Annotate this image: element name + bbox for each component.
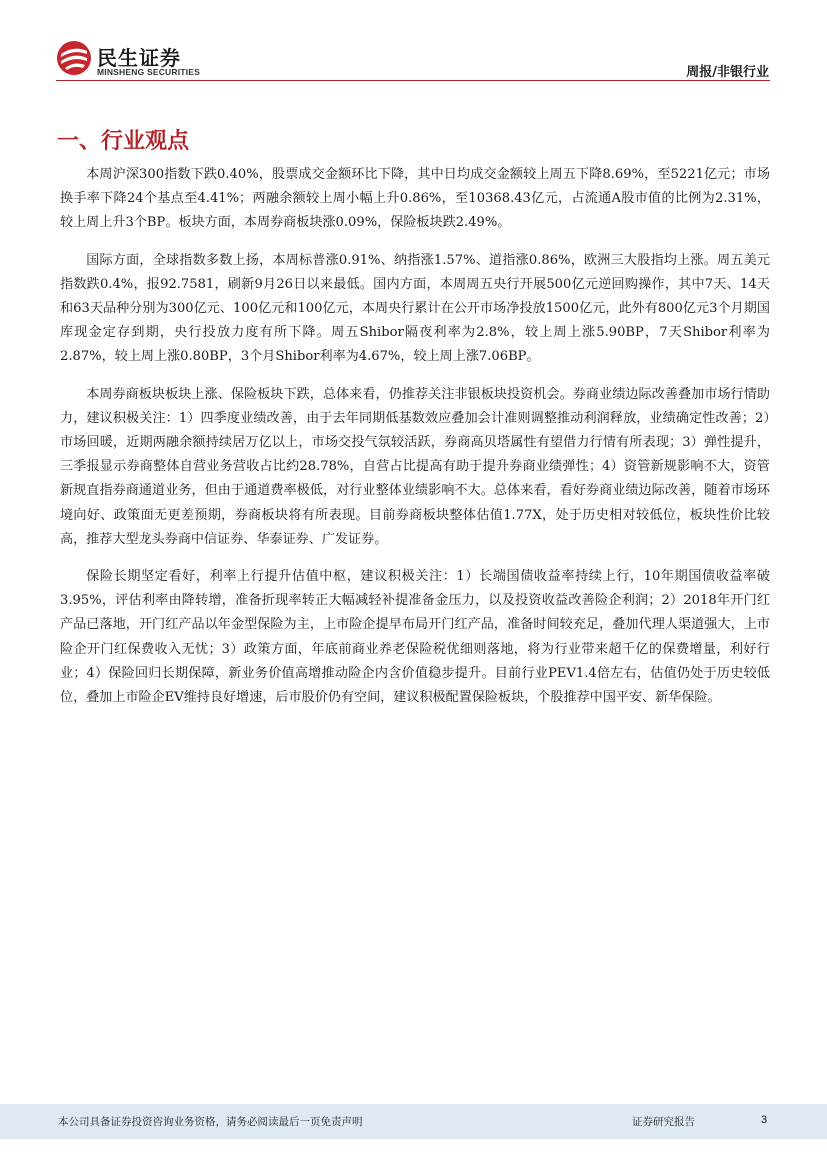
footer-report-label: 证券研究报告	[632, 1116, 695, 1128]
page-header	[0, 0, 827, 82]
report-type-label: 周报/非银行业	[686, 65, 769, 80]
paragraph-market-overview: 本周沪深300指数下跌0.40%，股票成交金额环比下降，其中日均成交金额较上周五下降8.69%，至5221亿元；市场换手率下降24个基点至4.41%；两融余额较上周小幅上升0.86%，至10368.43亿元，占流通A股市值的比例为2.31%，较上周上升3个BP。板块方面，本周券商板块涨0.09%，保险板块跌2.49%。	[60, 167, 770, 231]
paragraph-international: 国际方面，全球指数多数上扬，本周标普涨0.91%、纳指涨1.57%、道指涨0.86%，欧洲三大股指均上涨。周五美元指数跌0.4%，报92.7581，刷新9月26日以来最低。国内方面，本周周五央行开展500亿元逆回购操作，其中7天、14天和63天品种分别为300亿元、100亿元和100亿元，本周央行累计在公开市场净投放1500亿元，此外有800亿元3个月期国库现金定存到期，央行投放力度有所下降。周五Shibor隔夜利率为2.8%，较上周上涨5.90BP，7天Shibor利率为2.87%，较上周上涨0.80BP，3个月Shibor利率为4.67%，较上周上涨7.06BP。	[60, 252, 770, 365]
paragraph-insurance: 保险长期坚定看好，利率上行提升估值中枢，建议积极关注：1）长端国债收益率持续上行，10年期国债收益率破3.95%，评估利率由降转增，准备折现率转正大幅减轻补提准备金压力，以及投资收益改善险企利润；2）2018年开门红产品已落地，开门红产品以年金型保险为主，上市险企提早布局开门红产品，准备时间较充足，叠加代理人渠道强大，上市险企开门红保费收入无忧；3）政策方面，年底前商业养老保险税优细则落地，将为行业带来超千亿的保费增量，利好行业；4）保险回归长期保障，新业务价值高增推动险企内含价值稳步提升。目前行业PEV1.4倍左右，估值仍处于历史较低位，叠加上市险企EV维持良好增速，后市股价仍有空间，建议积极配置保险板块，个股推荐中国平安、新华保险。	[60, 569, 770, 706]
minsheng-logo-icon	[56, 40, 92, 76]
page-number: 3	[761, 1114, 768, 1126]
footer-disclaimer: 本公司具备证券投资咨询业务资格，请务必阅读最后一页免责声明	[58, 1116, 363, 1128]
page-footer	[0, 1104, 827, 1139]
section-title: 一、行业观点	[57, 129, 190, 154]
logo-english-name: MINSHENG SECURITIES	[97, 67, 200, 77]
company-logo	[56, 40, 216, 78]
header-divider	[56, 80, 770, 81]
paragraph-brokerage: 本周券商板块板块上涨、保险板块下跌，总体来看，仍推荐关注非银板块投资机会。券商业绩边际改善叠加市场行情助力，建议积极关注：1）四季度业绩改善，由于去年同期低基数效应叠加会计准则调整推动利润释放，业绩确定性改善；2）市场回暖，近期两融余额持续居万亿以上，市场交投气氛较活跃，券商高贝塔属性有望借力行情有所表现；3）弹性提升，三季报显示券商整体自营业务营收占比约28.78%，自营占比提高有助于提升券商业绩弹性；4）资管新规影响不大，资管新规直指券商通道业务，但由于通道费率极低，对行业整体业绩影响不大。总体来看，看好券商业绩边际改善，随着市场环境向好、政策面无更差预期，券商板块将有所表现。目前券商板块整体估值1.77X，处于历史相对较低位，板块性价比较高，推荐大型龙头券商中信证券、华泰证券、广发证券。	[60, 386, 770, 547]
logo-chinese-name: 民生证券	[97, 46, 181, 70]
article-body	[60, 163, 770, 723]
